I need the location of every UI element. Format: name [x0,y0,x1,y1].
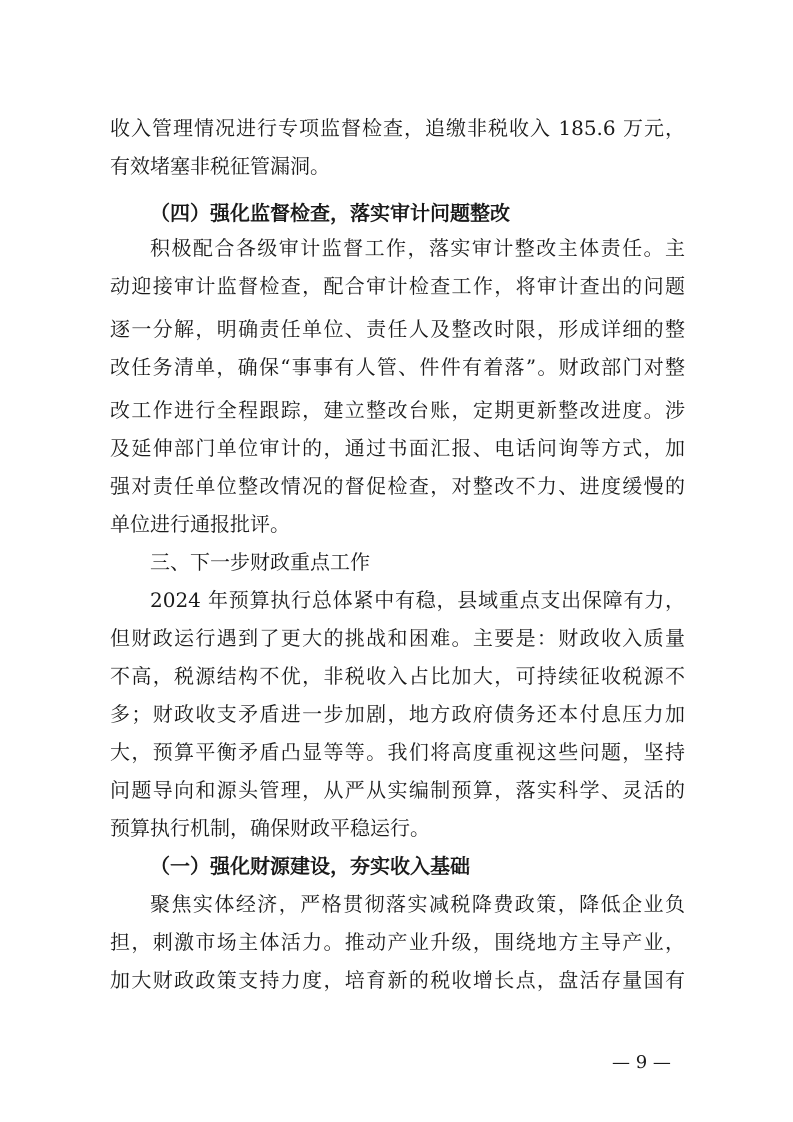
body-text-line: 强对责任单位整改情况的督促检查，对整改不力、进度缓慢的 [110,474,685,498]
section-heading: 三、下一步财政重点工作 [150,550,370,574]
body-text-line: 2024 年预算执行总体紧中有稳，县域重点支出保障有力， [150,588,685,612]
body-text-line: 改工作进行全程跟踪，建立整改台账，定期更新整改进度。涉 [110,398,685,422]
body-text-line: 改任务清单，确保“事事有人管、件件有着落”。财政部门对整 [110,355,685,379]
body-text-line: 问题导向和源头管理，从严从实编制预算，落实科学、灵活的 [110,778,685,802]
body-text-line: 单位进行通报批评。 [110,512,290,536]
section-heading: （四）强化监督检查，落实审计问题整改 [150,201,510,225]
body-text-line: 逐一分解，明确责任单位、责任人及整改时限，形成详细的整 [110,317,685,341]
body-text-line: 但财政运行遇到了更大的挑战和困难。主要是：财政收入质量 [110,626,685,650]
body-text-line: 担，刺激市场主体活力。推动产业升级，围绕地方主导产业， [110,930,685,954]
body-text-line: 及延伸部门单位审计的，通过书面汇报、电话问询等方式，加 [110,436,685,460]
body-text-line: 加大财政政策支持力度，培育新的税收增长点，盘活存量国有 [110,968,685,992]
section-heading: （一）强化财源建设，夯实收入基础 [150,854,470,878]
body-text-line: 预算执行机制，确保财政平稳运行。 [110,816,430,840]
body-text-line: 动迎接审计监督检查，配合审计检查工作，将审计查出的问题 [110,274,685,298]
body-text-line: 不高，税源结构不优，非税收入占比加大，可持续征收税源不 [110,664,685,688]
body-text-line: 聚焦实体经济，严格贯彻落实减税降费政策，降低企业负 [150,892,685,916]
body-text-line: 有效堵塞非税征管漏洞。 [110,154,330,178]
body-text-line: 收入管理情况进行专项监督检查，追缴非税收入 185.6 万元， [110,116,685,140]
body-text-line: 多；财政收支矛盾进一步加剧，地方政府债务还本付息压力加 [110,702,685,726]
body-text-line: 积极配合各级审计监督工作，落实审计整改主体责任。主 [150,236,685,260]
page-number: — 9 — [612,1052,671,1073]
body-text-line: 大，预算平衡矛盾凸显等等。我们将高度重视这些问题，坚持 [110,740,685,764]
